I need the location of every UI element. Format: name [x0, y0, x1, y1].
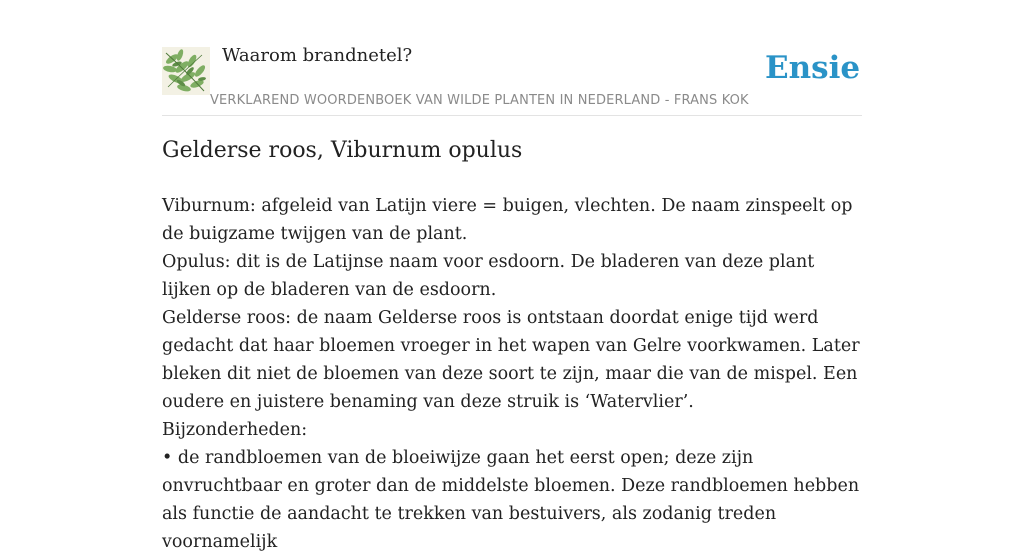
- paragraph-opulus: Opulus: dit is de Latijnse naam voor esdoorn. De bladeren van deze plant lijken op de bladeren van de esdoorn.: [162, 252, 815, 300]
- question-link[interactable]: Waarom brandnetel?: [222, 45, 413, 66]
- paragraph-gelderse-roos: Gelderse roos: de naam Gelderse roos is ontstaan doordat enige tijd werd gedacht dat haar bloemen vroeger in het wapen van Gelre voorkwamen. Later bleken dit niet de bloemen van deze soort te zijn, maar die van de mispel. Een oudere en juistere benaming van deze struik is ‘Watervlier’.: [162, 308, 860, 412]
- brand-logo[interactable]: Ensie: [765, 50, 861, 86]
- paragraph-bullet-randbloemen: • de randbloemen van de bloeiwijze gaan het eerst open; deze zijn onvruchtbaar en groter dan de middelste bloemen. Deze randbloemen hebben als functie de aandacht te trekken van bestuivers, als zodanig treden voornamelijk: [162, 448, 860, 552]
- article-body: [162, 192, 862, 556]
- fern-leaves-icon: [162, 47, 210, 95]
- source-label[interactable]: VERKLAREND WOORDENBOEK VAN WILDE PLANTEN IN NEDERLAND - FRANS KOK: [210, 93, 749, 108]
- paragraph-bijzonderheden-heading: Bijzonderheden:: [162, 420, 308, 440]
- page-title: Gelderse roos, Viburnum opulus: [162, 138, 523, 163]
- header-divider: [162, 115, 862, 116]
- paragraph-viburnum: Viburnum: afgeleid van Latijn viere = buigen, vlechten. De naam zinspeelt op de buigzame twijgen van de plant.: [162, 196, 853, 244]
